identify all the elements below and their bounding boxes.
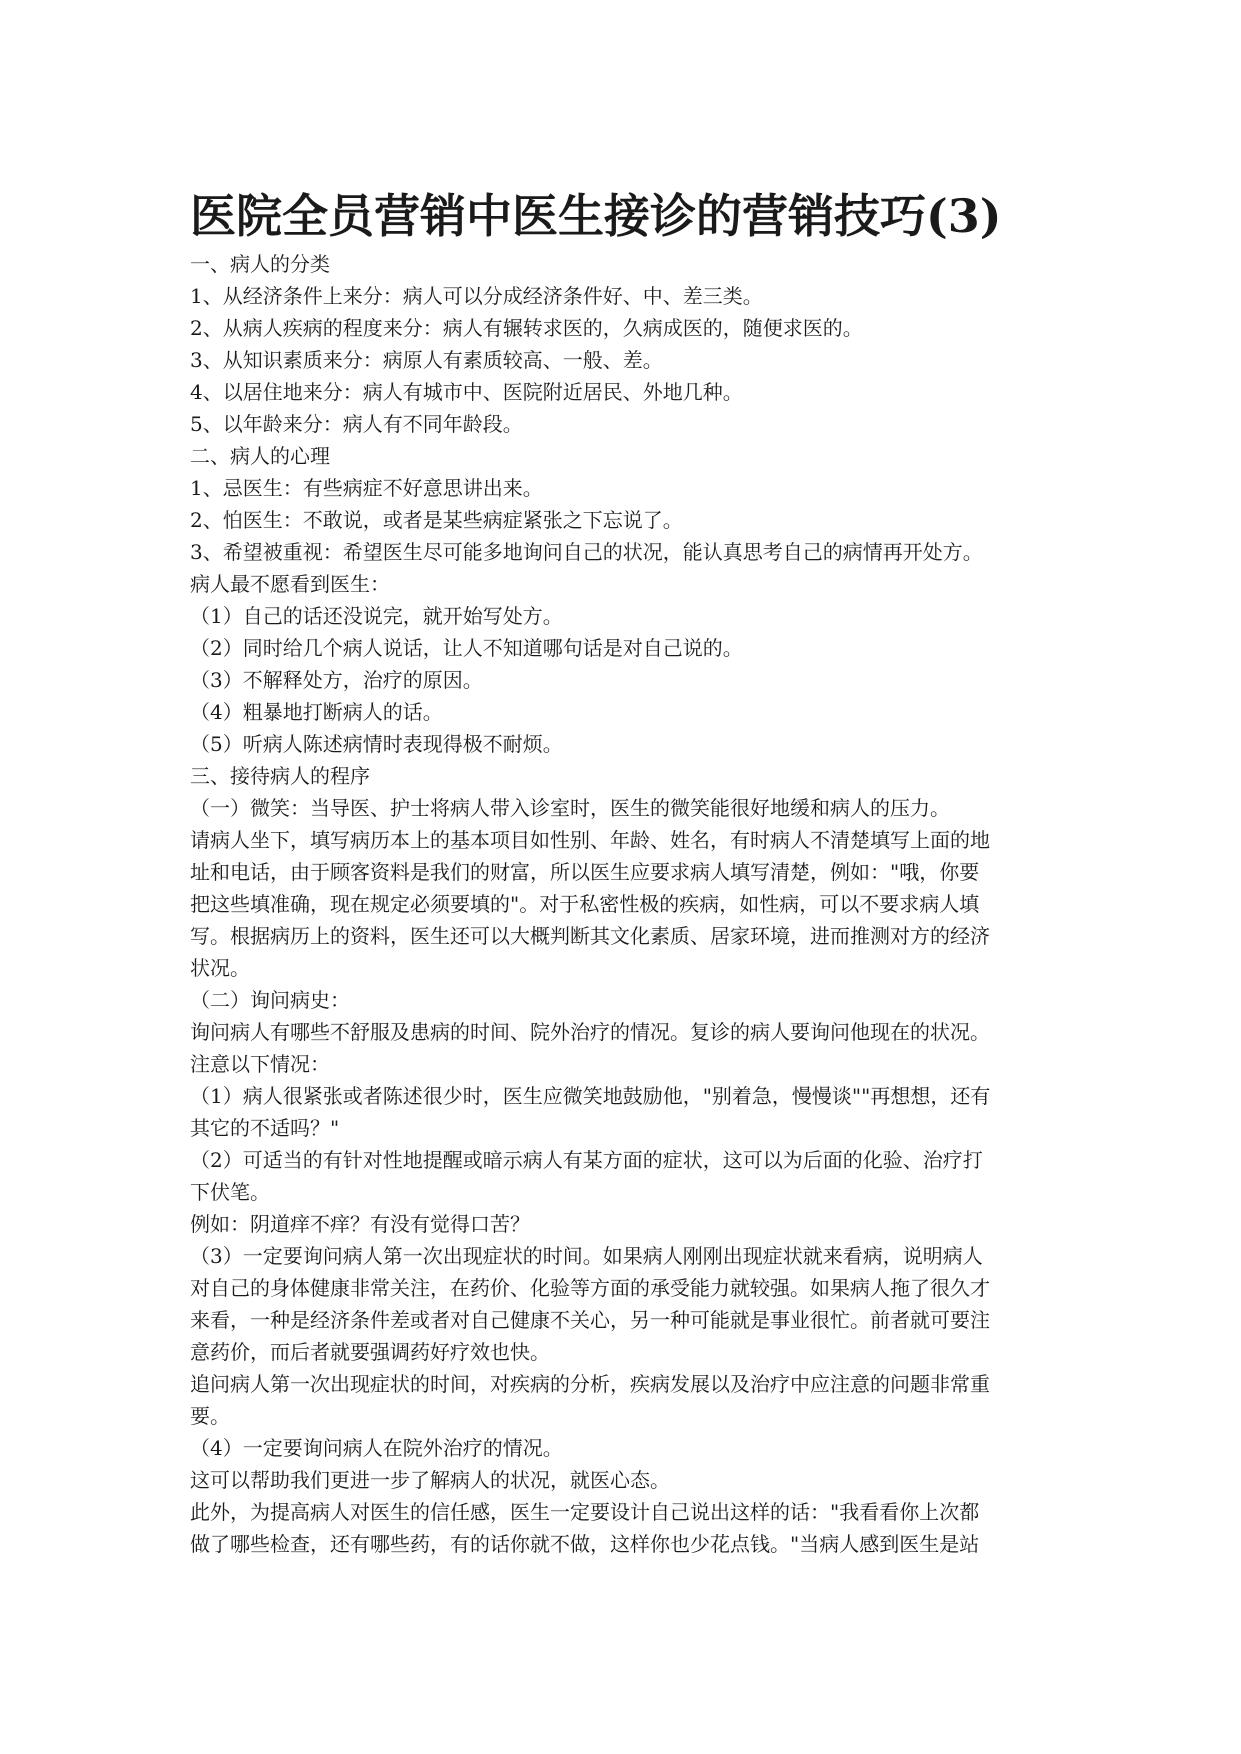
text-line: 写。根据病历上的资料，医生还可以大概判断其文化素质、居家环境，进而推测对方的经济	[190, 924, 990, 948]
text-line: （2）同时给几个病人说话，让人不知道哪句话是对自己说的。	[190, 636, 743, 660]
text-line: 址和电话，由于顾客资料是我们的财富，所以医生应要求病人填写清楚，例如："哦，你要	[190, 860, 980, 884]
text-line: 其它的不适吗？"	[190, 1116, 340, 1140]
text-line: 1、从经济条件上来分：病人可以分成经济条件好、中、差三类。	[190, 284, 763, 308]
text-line: 这可以帮助我们更进一步了解病人的状况，就医心态。	[190, 1468, 670, 1492]
text-line: 例如：阴道痒不痒？有没有觉得口苦？	[190, 1212, 530, 1236]
text-line: （1）病人很紧张或者陈述很少时，医生应微笑地鼓励他，"别着急，慢慢谈""再想想，还有	[190, 1084, 991, 1108]
text-line: 一、病人的分类	[190, 252, 330, 276]
text-line: 病人最不愿看到医生：	[190, 572, 390, 596]
text-line: （2）可适当的有针对性地提醒或暗示病人有某方面的症状，这可以为后面的化验、治疗打	[190, 1148, 983, 1172]
text-line: 3、希望被重视：希望医生尽可能多地询问自己的状况，能认真思考自己的病情再开处方。	[190, 540, 983, 564]
text-line: 5、以年龄来分：病人有不同年龄段。	[190, 412, 523, 436]
text-line: 请病人坐下，填写病历本上的基本项目如性别、年龄、姓名，有时病人不清楚填写上面的地	[190, 828, 990, 852]
text-line: （二）询问病史：	[190, 988, 350, 1012]
document-page	[190, 186, 1060, 1560]
text-line: （1）自己的话还没说完，就开始写处方。	[190, 604, 563, 628]
text-line: 询问病人有哪些不舒服及患病的时间、院外治疗的情况。复诊的病人要询问他现在的状况。	[190, 1020, 990, 1044]
text-line: 2、从病人疾病的程度来分：病人有辗转求医的，久病成医的，随便求医的。	[190, 316, 863, 340]
text-line: 要。	[190, 1404, 230, 1428]
text-line: 二、病人的心理	[190, 444, 330, 468]
text-line: 下伏笔。	[190, 1180, 270, 1204]
text-line: 把这些填准确，现在规定必须要填的"。对于私密性极的疾病，如性病，可以不要求病人填	[190, 892, 980, 916]
text-line: 4、以居住地来分：病人有城市中、医院附近居民、外地几种。	[190, 380, 743, 404]
text-line: 三、接待病人的程序	[190, 764, 370, 788]
document-title: 医院全员营销中医生接诊的营销技巧(3)	[190, 189, 1002, 243]
text-line: 对自己的身体健康非常关注，在药价、化验等方面的承受能力就较强。如果病人拖了很久才	[190, 1276, 990, 1300]
document-body	[190, 248, 1060, 1560]
text-line: 来看，一种是经济条件差或者对自己健康不关心，另一种可能就是事业很忙。前者就可要注	[190, 1308, 990, 1332]
text-line: 状况。	[190, 956, 250, 980]
text-line: （一）微笑：当导医、护士将病人带入诊室时，医生的微笑能很好地缓和病人的压力。	[190, 796, 950, 820]
text-line: （4）粗暴地打断病人的话。	[190, 700, 443, 724]
text-line: 注意以下情况：	[190, 1052, 330, 1076]
text-line: 2、怕医生：不敢说，或者是某些病症紧张之下忘说了。	[190, 508, 683, 532]
text-line: 3、从知识素质来分：病原人有素质较高、一般、差。	[190, 348, 663, 372]
text-line: 做了哪些检查，还有哪些药，有的话你就不做，这样你也少花点钱。"当病人感到医生是站	[190, 1532, 980, 1556]
text-line: 此外，为提高病人对医生的信任感，医生一定要设计自己说出这样的话："我看看你上次都	[190, 1500, 980, 1524]
text-line: （3）一定要询问病人第一次出现症状的时间。如果病人刚刚出现症状就来看病，说明病人	[190, 1244, 983, 1268]
text-line: （5）听病人陈述病情时表现得极不耐烦。	[190, 732, 563, 756]
text-line: （4）一定要询问病人在院外治疗的情况。	[190, 1436, 563, 1460]
text-line: （3）不解释处方，治疗的原因。	[190, 668, 483, 692]
text-line: 1、忌医生：有些病症不好意思讲出来。	[190, 476, 543, 500]
text-line: 意药价，而后者就要强调药好疗效也快。	[190, 1340, 550, 1364]
text-line: 追问病人第一次出现症状的时间，对疾病的分析，疾病发展以及治疗中应注意的问题非常重	[190, 1372, 990, 1396]
